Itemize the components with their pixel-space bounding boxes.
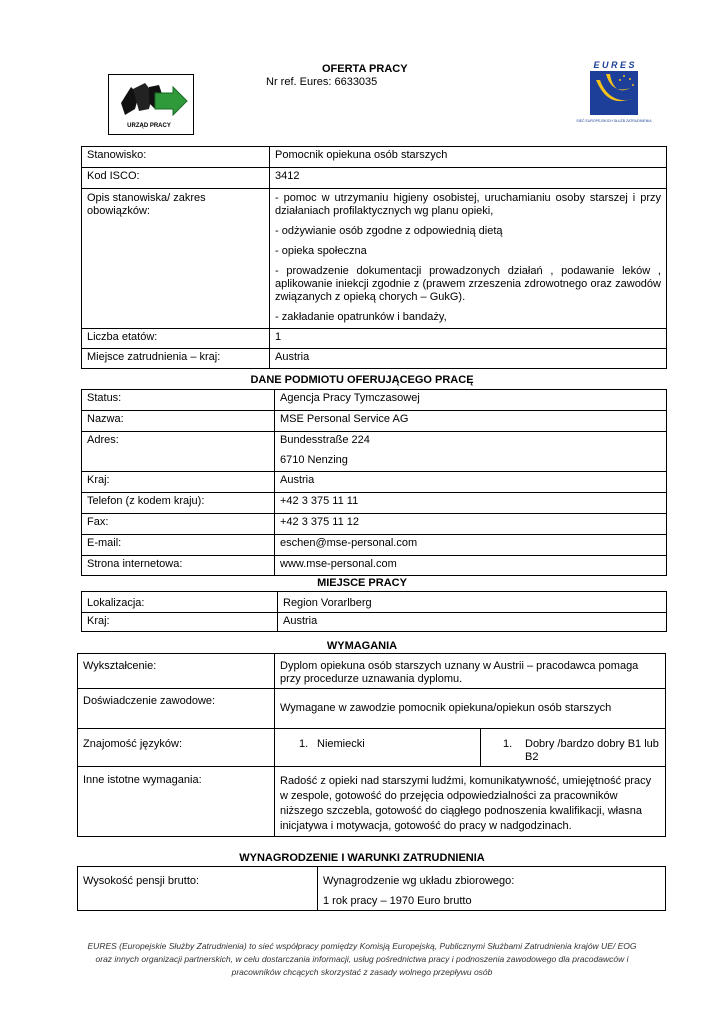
duties-label: Opis stanowiska/ zakres obowiązków: xyxy=(82,189,270,329)
languages-label: Znajomość języków: xyxy=(78,729,275,767)
table-row xyxy=(82,432,667,472)
eures-logo xyxy=(576,58,652,126)
education-value: Dyplom opiekuna osób starszych uznany w Austrii – pracodawca pomaga przy procedurze uznawania dyplomu. xyxy=(275,654,666,689)
table-row xyxy=(82,147,667,168)
workplace-country-label: Kraj: xyxy=(82,613,278,632)
position-value: Pomocnik opiekuna osób starszych xyxy=(270,147,667,168)
employer-heading: DANE PODMIOTU OFERUJĄCEGO PRACĘ xyxy=(250,374,474,386)
other-requirements-value: Radość z opieki nad starszymi ludźmi, komunikatywność, umiejętność pracy w zespole, gotowość do przejęcia odpowiedzialności za pracowników niższego szczebla, gotowość do ciągłego podnoszenia kwalifikacji, własna inicjatywa i motywacja, gotowość do pracy w nadgodzinach. xyxy=(275,767,666,837)
table-row xyxy=(82,592,667,613)
duty-item: - prowadzenie dokumentacji prowadzonych działań , podawanie leków , aplikowanie iniekcji zgodnie z (prawem zrzeszenia zdrowotnego oraz zawodów związanych z opieką chorych – GukG). xyxy=(275,265,661,303)
location-label: Lokalizacja: xyxy=(82,592,278,613)
reference-number: Nr ref. Eures: 6633035 xyxy=(266,76,378,88)
address-label: Adres: xyxy=(82,432,275,472)
salary-table xyxy=(77,866,666,911)
offer-table xyxy=(81,146,667,369)
svg-text:URZĄD PRACY: URZĄD PRACY xyxy=(127,123,171,129)
address-line: 6710 Nenzing xyxy=(280,454,348,466)
status-value: Agencja Pracy Tymczasowej xyxy=(275,390,667,411)
level-number: 1. xyxy=(503,738,513,750)
salary-label: Wysokość pensji brutto: xyxy=(78,867,318,911)
table-row xyxy=(82,189,667,329)
phone-value: +42 3 375 11 11 xyxy=(275,493,667,514)
table-row xyxy=(82,514,667,535)
table-row xyxy=(78,867,666,911)
table-row xyxy=(78,654,666,689)
table-row xyxy=(82,535,667,556)
jobs-count-value: 1 xyxy=(270,329,667,349)
isco-label: Kod ISCO: xyxy=(82,168,270,189)
table-row xyxy=(78,767,666,837)
table-row xyxy=(82,493,667,514)
experience-value: Wymagane w zawodzie pomocnik opiekuna/opiekun osób starszych xyxy=(275,689,666,729)
language-level xyxy=(481,729,666,767)
fax-value: +42 3 375 11 12 xyxy=(275,514,667,535)
workplace-country-value: Austria xyxy=(278,613,667,632)
svg-text:E U R E S: E U R E S xyxy=(593,60,635,70)
footer-note xyxy=(60,940,664,979)
table-row xyxy=(82,329,667,349)
other-requirements-label: Inne istotne wymagania: xyxy=(78,767,275,837)
company-name-label: Nazwa: xyxy=(82,411,275,432)
table-row xyxy=(78,729,666,767)
labour-office-logo xyxy=(108,74,194,135)
email-label: E-mail: xyxy=(82,535,275,556)
duty-item: - pomoc w utrzymaniu higieny osobistej, uruchamianiu osoby starszej i przy działaniach profilaktycznych wg planu opieki, xyxy=(275,192,661,217)
duty-item: - opieka społeczna xyxy=(275,245,367,257)
footer-text: oraz innych organizacji partnerskich, w celu dostarczania informacji, usług pośrednictwa pracy i podnoszenia zawodowego dla pracodawców i xyxy=(95,954,629,964)
table-row xyxy=(78,689,666,729)
page-title: OFERTA PRACY xyxy=(322,63,408,75)
fax-label: Fax: xyxy=(82,514,275,535)
email-value[interactable]: eschen@mse-personal.com xyxy=(275,535,667,556)
country-label: Kraj: xyxy=(82,472,275,493)
website-value[interactable]: www.mse-personal.com xyxy=(275,556,667,576)
isco-value: 3412 xyxy=(270,168,667,189)
table-row xyxy=(82,472,667,493)
language-number: 1. xyxy=(299,738,309,750)
table-row xyxy=(82,556,667,576)
requirements-heading: WYMAGANIA xyxy=(326,640,398,652)
salary-line: 1 rok pracy – 1970 Euro brutto xyxy=(323,895,472,907)
requirements-table xyxy=(77,653,666,837)
country-value: Austria xyxy=(275,472,667,493)
language-name: Niemiecki xyxy=(317,738,365,750)
jobs-count-label: Liczba etatów: xyxy=(82,329,270,349)
address-value xyxy=(275,432,667,472)
table-row xyxy=(82,613,667,632)
salary-heading: WYNAGRODZENIE I WARUNKI ZATRUDNIENIA xyxy=(239,852,485,864)
status-label: Status: xyxy=(82,390,275,411)
position-label: Stanowisko: xyxy=(82,147,270,168)
workplace-heading: MIEJSCE PRACY xyxy=(317,577,407,589)
employer-table xyxy=(81,389,667,576)
table-row xyxy=(82,349,667,369)
address-line: Bundesstraße 224 xyxy=(280,434,370,446)
duty-item: - zakładanie opatrunków i bandaży, xyxy=(275,311,447,323)
footer-text: to sieć współpracy pomiędzy Komisją Europejską, Publicznymi Służbami Zatrudnienia krajów UE/ EOG xyxy=(246,941,637,951)
education-label: Wykształcenie: xyxy=(78,654,275,689)
duty-item: - odżywianie osób zgodne z odpowiednią dietą xyxy=(275,225,503,237)
svg-text:SIEĆ EUROPEJSKICH SŁUŻB ZATRUD: SIEĆ EUROPEJSKICH SŁUŻB ZATRUDNIENIA xyxy=(576,119,652,123)
footer-lead: EURES (Europejskie Służby Zatrudnienia) xyxy=(87,941,247,951)
employment-country-label: Miejsce zatrudnienia – kraj: xyxy=(82,349,270,369)
table-row xyxy=(82,168,667,189)
phone-label: Telefon (z kodem kraju): xyxy=(82,493,275,514)
salary-value xyxy=(318,867,666,911)
duties-list xyxy=(270,189,667,329)
location-value: Region Vorarlberg xyxy=(278,592,667,613)
experience-label: Doświadczenie zawodowe: xyxy=(78,689,275,729)
footer-text: pracowników chcących skorzystać z zasady wolnego przepływu osób xyxy=(231,967,493,977)
table-row xyxy=(82,411,667,432)
salary-line: Wynagrodzenie wg układu zbiorowego: xyxy=(323,875,515,887)
website-label: Strona internetowa: xyxy=(82,556,275,576)
table-row xyxy=(82,390,667,411)
company-name-value: MSE Personal Service AG xyxy=(275,411,667,432)
workplace-table xyxy=(81,591,667,632)
language-value xyxy=(275,729,481,767)
level-text: Dobry /bardzo dobry B1 lub B2 xyxy=(525,738,659,763)
employment-country-value: Austria xyxy=(270,349,667,369)
